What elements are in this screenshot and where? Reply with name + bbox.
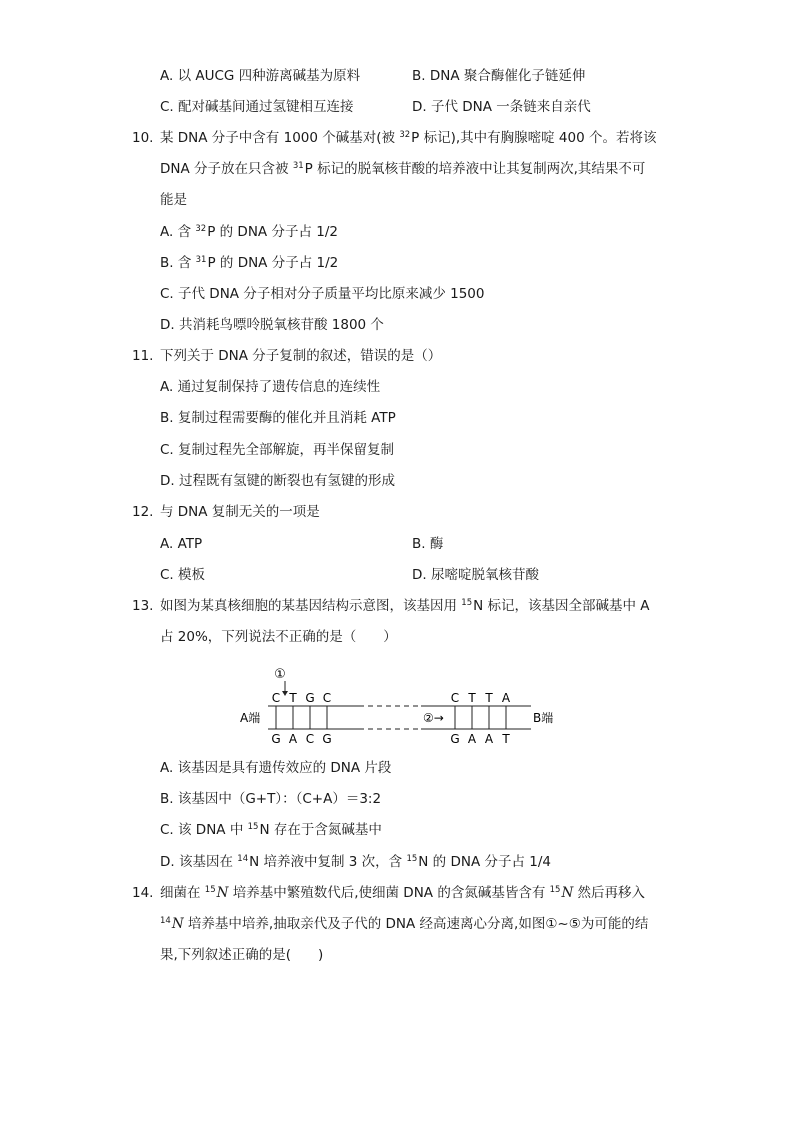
q10-stem-line3: 能是 — [160, 192, 187, 208]
q13-option-c: C. 该 DNA 中 $^{15}$N 存在于含氮碱基中 — [160, 822, 382, 838]
q10-stem-line2: DNA 分子放在只含被 $^{31}$P 标记的脱氧核苷酸的培养液中让其复制两次,其结果不可 — [160, 161, 646, 177]
marker-2: ②→ — [423, 711, 444, 725]
q13-stem-line2: 占 20%，下列说法不正确的是（ ） — [160, 629, 397, 645]
q12-option-b: B. 酶 — [412, 536, 444, 552]
b-end-label: B端 — [533, 711, 554, 725]
q12-number: 12. — [132, 504, 154, 520]
q13-option-b: B. 该基因中（G+T）：（C+A）＝3:2 — [160, 791, 382, 807]
q10-option-a: A. 含 $^{32}$P 的 DNA 分子占 1/2 — [160, 224, 338, 240]
q13-option-a: A. 该基因是具有遗传效应的 DNA 片段 — [160, 760, 392, 776]
q11-option-b: B. 复制过程需要酶的催化并且消耗 ATP — [160, 410, 396, 426]
gene-structure-diagram — [236, 663, 566, 749]
marker-1: ① — [274, 667, 286, 682]
q10-option-d: D. 共消耗鸟嘌呤脱氧核苷酸 1800 个 — [160, 317, 384, 333]
q12-option-a: A. ATP — [160, 536, 203, 552]
q10-option-c: C. 子代 DNA 分子相对分子质量平均比原来减少 1500 — [160, 286, 485, 302]
q14-stem-line1: 细菌在 $^{15}$N 培养基中繁殖数代后,使细菌 DNA 的含氮碱基皆含有 $^{15}$N 然后再移入 — [160, 885, 646, 901]
base-label: T — [502, 732, 510, 746]
base-label: G — [271, 732, 281, 746]
q11-option-a: A. 通过复制保持了遗传信息的连续性 — [160, 379, 381, 395]
q11-number: 11. — [132, 348, 154, 364]
q11-option-c: C. 复制过程先全部解旋，再半保留复制 — [160, 442, 395, 458]
q14-stem-line3: 果,下列叙述正确的是( ) — [160, 947, 324, 963]
q9-option-b: B. DNA 聚合酶催化子链延伸 — [412, 68, 586, 84]
marker-1-arrowhead — [282, 691, 288, 696]
base-label: A — [467, 732, 477, 746]
base-label: A — [288, 732, 298, 746]
q13-number: 13. — [132, 598, 154, 614]
base-label: G — [450, 732, 460, 746]
q9-option-d: D. 子代 DNA 一条链来自亲代 — [412, 99, 591, 115]
base-label: G — [305, 691, 315, 705]
base-label: C — [271, 691, 281, 705]
q11-stem: 下列关于 DNA 分子复制的叙述，错误的是（） — [160, 348, 442, 364]
isotope-31: 31 — [292, 161, 304, 171]
base-label: C — [305, 732, 315, 746]
base-label: T — [289, 691, 297, 705]
q14-stem-line2: $^{14}$N 培养基中培养,抽取亲代及子代的 DNA 经高速离心分离,如图①~⑤为可能的结 — [160, 916, 649, 932]
q9-option-c: C. 配对碱基间通过氢键相互连接 — [160, 99, 354, 115]
base-label: C — [450, 691, 460, 705]
q14-number: 14. — [132, 885, 154, 901]
q10-number: 10. — [132, 130, 154, 146]
base-label: A — [501, 691, 511, 705]
isotope-14: 14 — [237, 854, 249, 864]
q13-stem-line1: 如图为某真核细胞的某基因结构示意图，该基因用 $^{15}$N 标记，该基因全部碱基中 A — [160, 598, 650, 614]
q10-option-b: B. 含 $^{31}$P 的 DNA 分子占 1/2 — [160, 255, 339, 271]
a-end-label: A端 — [240, 711, 261, 725]
base-label: C — [322, 691, 332, 705]
q13-option-d: D. 该基因在 $^{14}$N 培养液中复制 3 次，含 $^{15}$N 的 DNA 分子占 1/4 — [160, 854, 552, 870]
isotope-15: 15 — [461, 598, 473, 608]
q12-option-d: D. 尿嘧啶脱氧核苷酸 — [412, 567, 539, 583]
q12-stem: 与 DNA 复制无关的一项是 — [160, 504, 320, 520]
base-label: G — [322, 732, 332, 746]
base-label: T — [468, 691, 476, 705]
q12-option-c: C. 模板 — [160, 567, 206, 583]
q10-stem-line1: 某 DNA 分子中含有 1000 个碱基对(被 $^{32}$P 标记),其中有胸腺嘧啶 400 个。若将该 — [160, 130, 657, 146]
q9-option-a: A. 以 AUCG 四种游离碱基为原料 — [160, 68, 361, 84]
isotope-32: 32 — [399, 130, 411, 140]
q11-option-d: D. 过程既有氢键的断裂也有氢键的形成 — [160, 473, 395, 489]
base-label: A — [484, 732, 494, 746]
base-label: T — [485, 691, 493, 705]
